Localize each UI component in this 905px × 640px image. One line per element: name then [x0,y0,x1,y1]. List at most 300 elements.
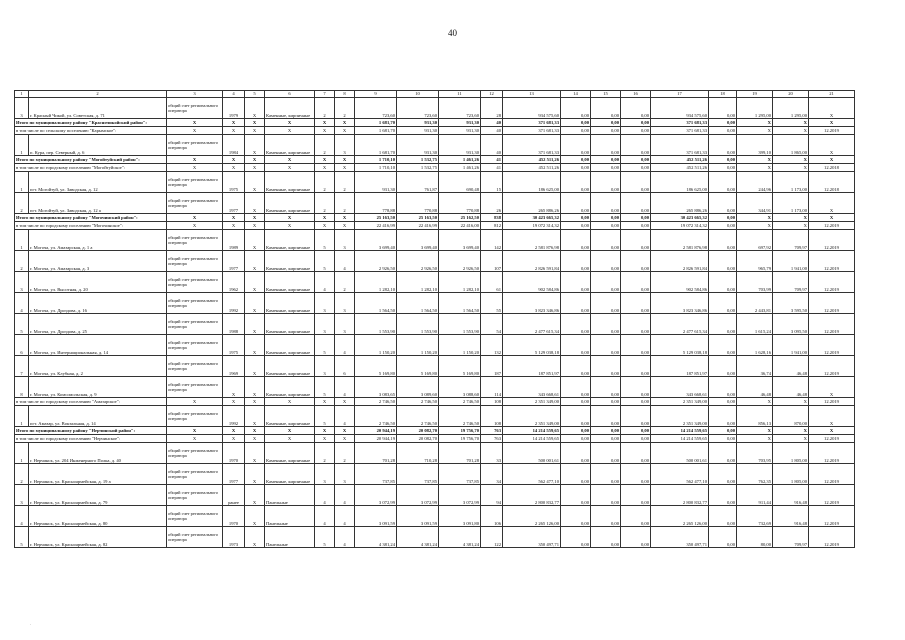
table-cell: 12.2019 [809,127,855,135]
table-cell: Х [245,377,265,398]
table-cell: 0,00 [591,156,621,164]
table-cell: 4 [335,406,355,427]
table-cell: 0,00 [621,335,651,356]
group-label: в том числе по городскому поселению "Могойтуйское": [15,164,167,172]
table-cell: 2 [335,98,355,119]
table-cell: Х [223,119,245,127]
table-cell: 0,00 [621,172,651,193]
table-cell: Х [773,164,809,172]
table-cell: 0,00 [621,272,651,293]
table-cell: Х [265,435,315,443]
table-cell: 122 [481,527,503,548]
table-cell: Панельные [265,485,315,506]
table-cell: 2 351 349,00 [503,406,561,427]
table-cell: 931,30 [355,172,397,193]
table-cell: 187 [481,356,503,377]
table-cell: Х [773,119,809,127]
table-cell: г. Могоча, ул. Дроздова, д. 25 [29,314,167,335]
table-cell: 965,79 [737,251,773,272]
table-cell: 4 [15,293,29,314]
table-cell: 5 169,80 [397,356,439,377]
table-cell: 0,00 [709,464,737,485]
table-cell: 3 [15,272,29,293]
table-cell: Х [223,164,245,172]
table-cell: Панельные [265,527,315,548]
table-cell: Х [335,156,355,164]
table-cell: 3 088,60 [439,377,481,398]
table-cell: 1 681,70 [355,127,397,135]
table-cell: Х [773,398,809,406]
table-cell: пгт. Могойтуй, ул. Заводская, д. 12 а [29,193,167,214]
total-row [15,427,855,435]
table-cell: 3 [15,485,29,506]
table-cell: 12.2019 [809,443,855,464]
table-cell: 0,00 [591,356,621,377]
table-cell: 12.2019 [809,230,855,251]
table-cell: Х [245,464,265,485]
table-cell: 2 265 126,00 [503,506,561,527]
table-cell: 2 351 349,00 [651,398,709,406]
table-cell: 701,28 [355,443,397,464]
table-cell: 12.2019 [809,272,855,293]
table-cell: Каменные, кирпичные [265,230,315,251]
table-cell: 763 [481,427,503,435]
table-cell: общий счет регионального оператора [167,135,223,156]
table-cell: 41 [481,156,503,164]
table-cell: 1 805,00 [773,443,809,464]
table-cell: 5 169,80 [439,356,481,377]
table-cell: 1 [15,230,29,251]
table-cell: г. Нерчинск, ул. Красноармейская, д. 79 [29,485,167,506]
table-cell: 6 [15,335,29,356]
table-cell: общий счет регионального оператора [167,506,223,527]
table-cell: 0,00 [591,119,621,127]
table-cell: общий счет регионального оператора [167,293,223,314]
table-cell: Х [245,435,265,443]
table-cell: Каменные, кирпичные [265,314,315,335]
table-row [15,251,855,272]
table-cell: 2 [315,193,335,214]
table-cell: 916,48 [773,506,809,527]
table-cell: 0,00 [621,214,651,222]
total-row [15,156,855,164]
table-cell: 0,00 [591,193,621,214]
table-cell: г. Могоча, ул. Высотная, д. 20 [29,272,167,293]
table-cell: 108 [481,406,503,427]
table-cell: г. Могоча, ул. Комсомольская, д. 9 [29,377,167,398]
table-cell: Х [167,119,223,127]
table-cell: Х [335,127,355,135]
subtotal-row [15,222,855,230]
table-cell: Х [315,222,335,230]
table-cell: 132 [481,335,503,356]
table-cell: 3 595,50 [773,293,809,314]
column-number-row [15,91,855,98]
table-cell: 1973 [223,527,245,548]
total-row [15,119,855,127]
table-cell: 0,00 [591,135,621,156]
table-cell: 2 [335,193,355,214]
table-cell: 187 851,97 [651,356,709,377]
table-cell: 916,48 [773,485,809,506]
table-cell: 0,00 [709,398,737,406]
table-cell: 3 [335,464,355,485]
table-cell: Х [809,98,855,119]
table-cell: 0,00 [591,293,621,314]
table-cell: г. Могоча, ул. Дроздова, д. 16 [29,293,167,314]
table-cell: Х [245,443,265,464]
table-cell: 0,00 [591,427,621,435]
table-cell: 0,00 [709,485,737,506]
table-cell: 3 091,59 [355,506,397,527]
table-cell: 911,44 [737,485,773,506]
table-cell: Х [223,377,245,398]
table-cell: 41 [481,164,503,172]
table-cell: 0,00 [709,527,737,548]
table-cell: 0,00 [621,443,651,464]
table-cell: 1 564,50 [397,293,439,314]
table-cell: Х [315,164,335,172]
table-cell: Х [245,230,265,251]
table-cell: 452 511,26 [503,156,561,164]
table-cell: 12.2019 [809,435,855,443]
table-cell: 1979 [223,98,245,119]
table-cell: Х [335,427,355,435]
table-cell: Х [167,427,223,435]
table-cell: 2 746,50 [439,398,481,406]
table-cell: Х [335,435,355,443]
table-cell: 0,00 [621,314,651,335]
table-cell: 1984 [223,135,245,156]
table-cell: 1970 [223,443,245,464]
table-cell: 0,00 [709,172,737,193]
table-cell: Х [315,127,335,135]
table-cell: 0,00 [561,222,591,230]
table-cell: 28 [481,98,503,119]
table-cell: 12.2019 [809,485,855,506]
table-cell: общий счет регионального оператора [167,527,223,548]
table-cell: 0,00 [591,251,621,272]
table-cell: 2 [335,272,355,293]
table-cell: 12.2019 [809,314,855,335]
table-cell: 0,00 [561,193,591,214]
group-label: Итого по муниципальному району "Могочинский район": [15,214,167,222]
table-cell: 723,60 [397,98,439,119]
table-cell: 2 351 349,00 [503,398,561,406]
table-cell: 4 [15,506,29,527]
table-cell: 4 [315,272,335,293]
table-cell: Х [737,427,773,435]
column-number: 20 [773,91,809,98]
table-cell: 0,00 [709,164,737,172]
table-cell: 701,28 [439,443,481,464]
table-cell: 350 497,71 [651,527,709,548]
table-cell: 0,00 [561,356,591,377]
table-cell: 0,00 [561,314,591,335]
table-cell: 4 [335,251,355,272]
table-cell: 0,00 [591,406,621,427]
table-row [15,356,855,377]
table-cell: 703,99 [737,272,773,293]
table-cell: 46,48 [773,356,809,377]
table-cell: 723,60 [355,98,397,119]
table-cell: Х [315,156,335,164]
table-cell: 2 800 832,77 [503,485,561,506]
table-cell: Х [245,251,265,272]
table-cell: общий счет регионального оператора [167,272,223,293]
table-cell: г. Могоча, ул. Интернациональная, д. 14 [29,335,167,356]
table-cell: 5 [315,406,335,427]
column-number: 21 [809,91,855,98]
table-cell: Х [245,335,265,356]
table-cell: 0,00 [561,527,591,548]
table-cell: 0,00 [591,230,621,251]
column-number: 4 [223,91,245,98]
table-cell: 1992 [223,293,245,314]
table-cell: 0,00 [709,214,737,222]
table-cell: 3 091,80 [439,506,481,527]
table-cell: Х [245,98,265,119]
table-cell: 1 282,10 [355,272,397,293]
table-cell: 186 625,00 [503,172,561,193]
table-cell: 2 [315,135,335,156]
table-cell: 0,00 [709,314,737,335]
table-cell: 1969 [223,356,245,377]
column-number: 2 [29,91,167,98]
table-cell: Х [167,398,223,406]
table-row [15,172,855,193]
table-cell: общий счет регионального оператора [167,172,223,193]
table-cell: 26 [481,193,503,214]
table-cell: 46,48 [737,377,773,398]
table-cell: 1989 [223,230,245,251]
table-cell: 0,00 [591,222,621,230]
table-cell: 54 [481,314,503,335]
table-cell: 737,85 [397,464,439,485]
table-cell: 2 [315,172,335,193]
table-cell: 399,10 [737,135,773,156]
table-cell: 1 941,00 [773,251,809,272]
table-cell: 2 746,50 [397,406,439,427]
column-number: 8 [335,91,355,98]
table-cell: 244,96 [737,172,773,193]
table-cell: 709,97 [773,230,809,251]
table-cell: 12.2019 [809,293,855,314]
table-cell: 1977 [223,193,245,214]
table-cell: 710,28 [397,443,439,464]
table-cell: 0,00 [561,485,591,506]
table-cell: 4 [315,485,335,506]
table-cell: Х [245,398,265,406]
table-cell: 187 851,97 [503,356,561,377]
table-cell: 1 173,00 [773,172,809,193]
table-cell: Х [223,222,245,230]
column-number: 17 [651,91,709,98]
table-cell: Х [315,435,335,443]
table-cell: Каменные, кирпичные [265,443,315,464]
table-cell: 931,30 [439,135,481,156]
table-cell: 0,00 [621,98,651,119]
table-cell: Х [245,222,265,230]
table-cell: 0,00 [561,406,591,427]
table-cell: 0,00 [561,156,591,164]
table-cell: 25 163,50 [397,214,439,222]
table-cell: 0,00 [591,485,621,506]
total-row [15,214,855,222]
table-cell: общий счет регионального оператора [167,230,223,251]
table-cell: 0,00 [561,377,591,398]
table-cell: 697,92 [737,230,773,251]
column-number: 19 [737,91,773,98]
group-label: Итого по муниципальному району "Красночикойский район": [15,119,167,127]
table-cell: 0,00 [591,164,621,172]
table-cell: 1 564,50 [355,293,397,314]
table-cell: 1 150,20 [355,335,397,356]
table-cell: г. Нерчинск, ул. Красноармейская, д. 19 а [29,464,167,485]
table-cell: 1 461,26 [439,156,481,164]
table-cell: 0,00 [561,127,591,135]
table-cell: 737,85 [439,464,481,485]
table-cell: 0,00 [591,377,621,398]
table-cell: 0,00 [709,222,737,230]
table-row [15,485,855,506]
table-cell: 2 581 876,98 [503,230,561,251]
table-cell: 838 [481,214,503,222]
table-cell: 40 [481,119,503,127]
table-cell: г. Нерчинск, ул. Красноармейская, д. 80 [29,506,167,527]
table-cell: 562 477,10 [651,464,709,485]
table-cell: 1 681,70 [355,135,397,156]
table-cell: 452 511,26 [503,164,561,172]
table-cell: 34 [481,464,503,485]
table-cell: г. Нерчинск, ул. 204 Инженерного Полка, д. 40 [29,443,167,464]
table-cell: Х [809,119,855,127]
table-cell: 2 443,81 [737,293,773,314]
table-cell: 3 [335,314,355,335]
group-label: в том числе по городскому поселению "Нерчинское": [15,435,167,443]
table-cell: Х [245,135,265,156]
table-cell: 6 [335,356,355,377]
table-cell: 14 214 559,65 [651,435,709,443]
table-cell: 762,35 [737,464,773,485]
table-cell: 14 214 559,65 [503,435,561,443]
table-cell: 22 416,99 [355,222,397,230]
table-cell: 4 [335,377,355,398]
column-number: 11 [439,91,481,98]
table-cell: 500 001,61 [503,443,561,464]
table-cell: общий счет регионального оператора [167,485,223,506]
table-cell: 0,00 [591,314,621,335]
table-cell: 1975 [223,172,245,193]
table-cell: общий счет регионального оператора [167,464,223,485]
table-cell: Х [265,156,315,164]
table-cell: 0,00 [561,230,591,251]
table-cell: 723,60 [439,98,481,119]
table-cell: 690,48 [439,172,481,193]
table-cell: 0,00 [561,272,591,293]
table-cell: Каменные, кирпичные [265,193,315,214]
table-cell: Х [265,164,315,172]
table-cell: 1 710,10 [355,156,397,164]
table-cell: Х [223,435,245,443]
table-cell: Х [223,127,245,135]
table-cell: 0,00 [709,377,737,398]
table-cell: 1 553,90 [355,314,397,335]
table-cell: 20 944,19 [355,427,397,435]
table-cell: 931,30 [439,127,481,135]
table-cell: 12.2019 [809,356,855,377]
table-cell: Каменные, кирпичные [265,98,315,119]
table-cell: пгт. Могойтуй, ул. Заводская, д. 12 [29,172,167,193]
table-cell: Х [245,506,265,527]
table-cell: 0,00 [591,214,621,222]
table-cell: 2 800 832,77 [651,485,709,506]
table-cell: Х [737,119,773,127]
table-cell: Х [737,398,773,406]
table-cell: 106 [481,506,503,527]
table-cell: 732,69 [737,506,773,527]
table-row [15,98,855,119]
table-cell: 0,00 [591,435,621,443]
table-cell: 902 584,86 [651,272,709,293]
table-cell: 3 091,59 [397,506,439,527]
table-cell: 80,00 [737,527,773,548]
table-cell: 3 072,99 [439,485,481,506]
table-row [15,506,855,527]
table-cell: 0,00 [621,398,651,406]
table-cell: Х [809,406,855,427]
table-cell: Х [167,222,223,230]
table-cell: 14 214 559,65 [503,427,561,435]
table-cell: Х [265,427,315,435]
table-cell: 1 681,70 [355,119,397,127]
table-cell: 870,00 [773,406,809,427]
table-cell: Х [245,272,265,293]
table-cell: Каменные, кирпичные [265,172,315,193]
table-cell: Х [245,172,265,193]
table-row [15,464,855,485]
table-cell: 12.2019 [809,222,855,230]
table-cell: 1 [15,135,29,156]
table-row [15,377,855,398]
table-cell: общий счет регионального оператора [167,98,223,119]
table-cell: 0,00 [621,485,651,506]
table-cell: 2 [15,464,29,485]
table-cell: 3 699,40 [397,230,439,251]
table-cell: 0,00 [561,164,591,172]
table-cell: 1 532,75 [397,156,439,164]
table-cell: Х [245,156,265,164]
table-cell: 3 095,50 [773,314,809,335]
table-cell: 4 [335,485,355,506]
page-corner-mark: . [30,622,32,627]
table-cell: 902 584,86 [503,272,561,293]
table-cell: 12.2019 [809,251,855,272]
table-cell: 1 564,50 [439,293,481,314]
table-cell: 3 [335,293,355,314]
table-cell: общий счет регионального оператора [167,251,223,272]
table-cell: 25 163,50 [355,214,397,222]
table-cell: 12.2018 [809,164,855,172]
table-cell: Х [223,214,245,222]
table-cell: 0,00 [591,464,621,485]
table-cell: 0,00 [561,135,591,156]
table-cell: ранее [223,485,245,506]
table-cell: 2 746,50 [355,406,397,427]
table-cell: 0,00 [561,172,591,193]
group-label: в том числе по городскому поселению "Могочинское": [15,222,167,230]
table-cell: 265 886,26 [651,193,709,214]
